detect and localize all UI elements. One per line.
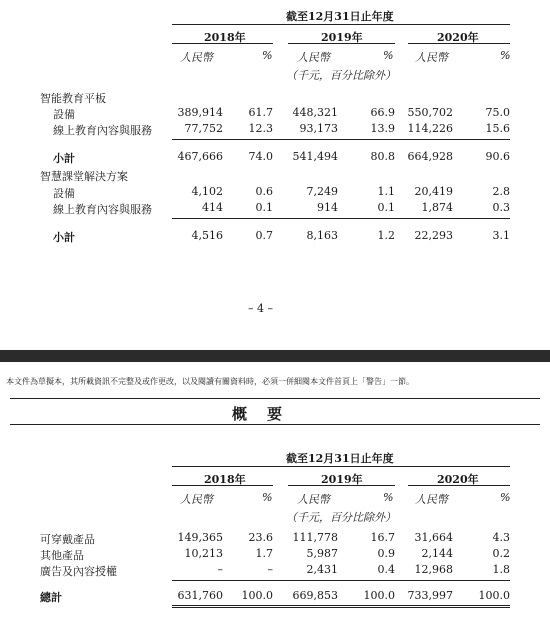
- title-rule-top: [10, 398, 540, 399]
- cell-rmb-2020: 1,874: [421, 201, 453, 214]
- cell-pct-2020: 75.0: [485, 106, 510, 119]
- cell-pct-2018: 61.7: [248, 106, 273, 119]
- cell-pct-2020: 0.3: [492, 201, 510, 214]
- bottom-year-2018: 2018年: [204, 473, 246, 486]
- top-year-rule-2018: [172, 43, 273, 44]
- cell-pct-2019: 100.0: [363, 589, 395, 602]
- cell-pct-2018: –: [267, 563, 273, 576]
- cell-pct-2020: 4.3: [492, 531, 510, 544]
- cell-rmb-2019: 7,249: [306, 185, 338, 198]
- cell-rmb-2020: 20,419: [414, 185, 453, 198]
- cell-rmb-2020: 31,664: [414, 531, 453, 544]
- cell-pct-2020: 90.6: [485, 150, 510, 163]
- cell-rmb-2019: 914: [317, 201, 338, 214]
- cell-rmb-2018: 631,760: [177, 589, 223, 602]
- cell-pct-2020: 100.0: [478, 589, 510, 602]
- row-label: 小計: [53, 152, 75, 165]
- top-header-rule: [172, 24, 510, 25]
- section-smart-tablet-title: 智能教育平板: [40, 92, 106, 105]
- row-label: 小計: [53, 231, 75, 244]
- cell-rmb-2018: –: [217, 563, 223, 576]
- total-rule-bottom-2: [172, 607, 510, 608]
- top-unit-note: （千元，百分比除外）: [286, 69, 396, 82]
- cell-rmb-2020: 2,144: [421, 547, 453, 560]
- bottom-year-rule-2020: [408, 485, 510, 486]
- cell-pct-2019: 80.8: [370, 150, 395, 163]
- cell-rmb-2019: 5,987: [306, 547, 338, 560]
- summary-title: 概要: [232, 405, 303, 423]
- cell-pct-2018: 74.0: [248, 150, 273, 163]
- cell-pct-2018: 100.0: [241, 589, 273, 602]
- top-subhead-rmb-2019: 人民幣: [297, 51, 330, 64]
- cell-rmb-2019: 2,431: [306, 563, 338, 576]
- section1-sum-rule: [172, 139, 510, 140]
- bottom-subhead-pct-2019: %: [383, 491, 394, 504]
- subtotal-row: [0, 229, 550, 245]
- cell-rmb-2018: 4,516: [191, 229, 223, 242]
- cell-rmb-2018: 77,752: [184, 122, 223, 135]
- cell-pct-2019: 1.1: [377, 185, 395, 198]
- row-label: 總計: [40, 591, 62, 604]
- cell-rmb-2019: 93,173: [299, 122, 338, 135]
- row-label: 設備: [53, 187, 75, 200]
- top-header-title: 截至12月31日止年度: [286, 10, 394, 23]
- cell-pct-2018: 12.3: [248, 122, 273, 135]
- subtotal-row: [0, 150, 550, 166]
- bottom-subhead-rmb-2020: 人民幣: [415, 493, 448, 506]
- table-row: [0, 106, 550, 122]
- bottom-year-rule-2019: [288, 485, 395, 486]
- bottom-subhead-pct-2018: %: [262, 491, 273, 504]
- cell-pct-2019: 0.1: [377, 201, 395, 214]
- cell-rmb-2019: 111,778: [292, 531, 338, 544]
- cell-rmb-2018: 467,666: [177, 150, 223, 163]
- table-row: [0, 185, 550, 201]
- cell-pct-2019: 0.9: [377, 547, 395, 560]
- section-smart-classroom-title: 智慧課堂解決方案: [40, 170, 128, 183]
- top-subhead-pct-2020: %: [500, 49, 511, 62]
- cell-rmb-2019: 669,853: [292, 589, 338, 602]
- bottom-subhead-rmb-2018: 人民幣: [180, 493, 213, 506]
- cell-rmb-2020: 22,293: [414, 229, 453, 242]
- cell-pct-2019: 16.7: [370, 531, 395, 544]
- top-year-2020: 2020年: [437, 31, 479, 44]
- top-subhead-pct-2019: %: [383, 49, 394, 62]
- cell-rmb-2018: 4,102: [191, 185, 223, 198]
- bottom-year-rule-2018: [172, 485, 273, 486]
- table-row: [0, 531, 550, 547]
- cell-rmb-2018: 389,914: [177, 106, 223, 119]
- page-break-band: [0, 350, 550, 362]
- cell-pct-2019: 66.9: [370, 106, 395, 119]
- cell-rmb-2020: 550,702: [407, 106, 453, 119]
- row-label: 可穿戴產品: [40, 533, 95, 546]
- cell-rmb-2018: 10,213: [184, 547, 223, 560]
- section2-sum-rule: [172, 218, 510, 219]
- cell-pct-2020: 1.8: [492, 563, 510, 576]
- title-rule-bottom: [10, 424, 540, 425]
- bottom-header-rule: [172, 466, 510, 467]
- cell-rmb-2019: 448,321: [292, 106, 338, 119]
- cell-pct-2020: 0.2: [492, 547, 510, 560]
- draft-notice: 本文件為草擬本，其所載資訊不完整及或作更改，以及閱讀有關資料時，必須一併細閱本文件首頁上「警告」一節。: [6, 377, 414, 386]
- cell-rmb-2020: 733,997: [407, 589, 453, 602]
- cell-pct-2018: 23.6: [248, 531, 273, 544]
- cell-rmb-2019: 8,163: [306, 229, 338, 242]
- top-year-rule-2020: [408, 43, 510, 44]
- bottom-subhead-row: [0, 491, 550, 507]
- cell-pct-2019: 13.9: [370, 122, 395, 135]
- top-year-2018: 2018年: [204, 31, 246, 44]
- top-subhead-rmb-2020: 人民幣: [415, 51, 448, 64]
- cell-rmb-2018: 414: [202, 201, 223, 214]
- cell-pct-2018: 0.7: [255, 229, 273, 242]
- row-label: 線上教育內容與服務: [53, 124, 152, 137]
- page-number: – 4 –: [248, 302, 273, 315]
- cell-pct-2018: 0.1: [255, 201, 273, 214]
- top-subhead-pct-2018: %: [262, 49, 273, 62]
- table-row: [0, 201, 550, 217]
- bottom-unit-note: （千元，百分比除外）: [286, 511, 396, 524]
- cell-pct-2018: 1.7: [255, 547, 273, 560]
- total-row: [0, 589, 550, 605]
- total-rule-bottom-1: [172, 605, 510, 606]
- cell-rmb-2018: 149,365: [177, 531, 223, 544]
- cell-pct-2019: 1.2: [377, 229, 395, 242]
- row-label: 線上教育內容與服務: [53, 203, 152, 216]
- top-subhead-row: [0, 49, 550, 65]
- bottom-year-2020: 2020年: [437, 473, 479, 486]
- row-label: 設備: [53, 108, 75, 121]
- top-year-2019: 2019年: [321, 31, 363, 44]
- cell-pct-2020: 2.8: [492, 185, 510, 198]
- cell-pct-2020: 3.1: [492, 229, 510, 242]
- cell-pct-2019: 0.4: [377, 563, 395, 576]
- cell-rmb-2019: 541,494: [292, 150, 338, 163]
- bottom-subhead-pct-2020: %: [500, 491, 511, 504]
- cell-rmb-2020: 664,928: [407, 150, 453, 163]
- bottom-year-2019: 2019年: [321, 473, 363, 486]
- bottom-header-title: 截至12月31日止年度: [286, 452, 394, 465]
- table-row: [0, 547, 550, 563]
- top-year-rule-2019: [288, 43, 395, 44]
- table-row: [0, 563, 550, 579]
- table-row: [0, 122, 550, 138]
- cell-rmb-2020: 114,226: [407, 122, 453, 135]
- top-subhead-rmb-2018: 人民幣: [180, 51, 213, 64]
- row-label: 廣告及內容授權: [40, 565, 117, 578]
- cell-pct-2018: 0.6: [255, 185, 273, 198]
- row-label: 其他產品: [40, 549, 84, 562]
- total-rule-top: [172, 580, 510, 581]
- bottom-subhead-rmb-2019: 人民幣: [297, 493, 330, 506]
- cell-pct-2020: 15.6: [485, 122, 510, 135]
- cell-rmb-2020: 12,968: [414, 563, 453, 576]
